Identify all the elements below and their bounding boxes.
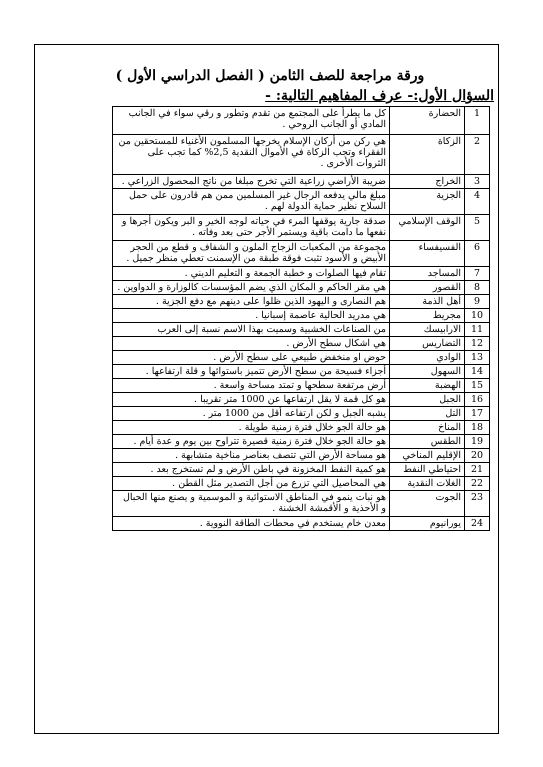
table-row xyxy=(113,365,490,379)
concept-definition: كل ما يطرأ على المجتمع من تقدم وتطور و رقي سواء في الجانب المادي أو الجانب الروحي . xyxy=(113,107,390,135)
row-number: 22 xyxy=(465,477,490,491)
row-number: 7 xyxy=(465,267,490,281)
table-row xyxy=(113,281,490,295)
concept-definition: هي ركن من أركان الإسلام يخرجها المسلمون الأغنياء للمستحقين من الفقراء وتجب الزكاة في الأموال النقدية 2,5% كما تجب على الثروات الأخرى . xyxy=(113,135,390,175)
question-heading: السؤال الأول:- عرف المفاهيم التالية: - xyxy=(265,88,494,104)
table-row xyxy=(113,189,490,215)
table-row xyxy=(113,267,490,281)
row-number: 10 xyxy=(465,309,490,323)
row-number: 16 xyxy=(465,393,490,407)
concept-term: مجريط xyxy=(390,309,465,323)
row-number: 15 xyxy=(465,379,490,393)
concept-definition: من الصناعات الخشبية وسميت بهذا الاسم نسبة إلى العرب xyxy=(113,323,390,337)
concept-definition: أرض مرتفعة سطحها و تمتد مساحة واسعة . xyxy=(113,379,390,393)
concept-term: الإقليم المناخي xyxy=(390,449,465,463)
table-row xyxy=(113,351,490,365)
concept-definition: يشبه الجبل و لكن ارتفاعه أقل من 1000 متر . xyxy=(113,407,390,421)
table-row xyxy=(113,107,490,135)
concept-term: السهول xyxy=(390,365,465,379)
concept-term: المناخ xyxy=(390,421,465,435)
table-row xyxy=(113,295,490,309)
concept-definition: هي المحاصيل التي تزرع من أجل التصدير مثل القطن . xyxy=(113,477,390,491)
concept-term: الجبل xyxy=(390,393,465,407)
row-number: 8 xyxy=(465,281,490,295)
table-row xyxy=(113,379,490,393)
concept-term: الخراج xyxy=(390,175,465,189)
concept-term: المساجد xyxy=(390,267,465,281)
row-number: 12 xyxy=(465,337,490,351)
concept-definition: مجموعة من المكعبات الزجاج الملون و الشفاف و قطع من الحجر الأبيض و الأسود تثبت فوقة طبقة من الإسمنت تعطي منظر جميل . xyxy=(113,241,390,267)
concept-term: التل xyxy=(390,407,465,421)
concept-term: يورانيوم xyxy=(390,517,465,531)
table-row xyxy=(113,175,490,189)
concept-definition: أجزاء فسيحة من سطح الأرض تتميز باستوائها و قلة ارتفاعها . xyxy=(113,365,390,379)
concept-definition: هو كل قمة لا يقل ارتفاعها عن 1000 متر تقريبا . xyxy=(113,393,390,407)
row-number: 18 xyxy=(465,421,490,435)
row-number: 14 xyxy=(465,365,490,379)
concept-term: التضاريس xyxy=(390,337,465,351)
concept-term: احتياطي النفط xyxy=(390,463,465,477)
concept-definition: هي مقر الحاكم و المكان الذي يضم المؤسسات كالوزارة و الدواوين . xyxy=(113,281,390,295)
concept-definition: معدن خام يستخدم في محطات الطاقة النووية . xyxy=(113,517,390,531)
row-number: 6 xyxy=(465,241,490,267)
concepts-table xyxy=(112,106,490,531)
concept-term: الهضبة xyxy=(390,379,465,393)
concept-term: الطقس xyxy=(390,435,465,449)
table-row xyxy=(113,393,490,407)
row-number: 23 xyxy=(465,491,490,517)
row-number: 19 xyxy=(465,435,490,449)
row-number: 3 xyxy=(465,175,490,189)
table-row xyxy=(113,407,490,421)
table-row xyxy=(113,449,490,463)
concept-term: الوادي xyxy=(390,351,465,365)
concept-definition: هي مدريد الحالية عاصمة إسبانيا . xyxy=(113,309,390,323)
table-row xyxy=(113,421,490,435)
concept-definition: هو حالة الجو خلال فترة زمنية طويلة . xyxy=(113,421,390,435)
table-row xyxy=(113,491,490,517)
concept-definition: هو نبات ينمو في المناطق الاستوائية و الموسمية و يصنع منها الحبال و الأحذية و الأقمشة الخشنة . xyxy=(113,491,390,517)
row-number: 13 xyxy=(465,351,490,365)
concept-term: الحضارة xyxy=(390,107,465,135)
table-row xyxy=(113,241,490,267)
concept-definition: مبلغ مالي يدفعه الرجال غير المسلمين ممن هم قادرون على حمل السلاح نظير حماية الدولة لهم . xyxy=(113,189,390,215)
table-row xyxy=(113,309,490,323)
concept-term: الوقف الإسلامي xyxy=(390,215,465,241)
row-number: 9 xyxy=(465,295,490,309)
concept-term: أهل الذمة xyxy=(390,295,465,309)
worksheet-title: ورقة مراجعة للصف الثامن ( الفصل الدراسي الأول ) xyxy=(115,68,425,84)
row-number: 2 xyxy=(465,135,490,175)
concept-definition: صدقة جارية يوقفها المرء في حياته لوجه الخير و البر ويكون أجرها و نفعها ما دامت باقية ويستمر الأجر حتى بعد وفاته . xyxy=(113,215,390,241)
concept-term: الجوت xyxy=(390,491,465,517)
concept-definition: هو مساحة الأرض التي تتصف بعناصر مناخية متشابهة . xyxy=(113,449,390,463)
concept-definition: هم النصارى و اليهود الذين ظلوا على دينهم مع دفع الجزية . xyxy=(113,295,390,309)
concept-term: الارابيسك xyxy=(390,323,465,337)
table-row xyxy=(113,463,490,477)
table-row xyxy=(113,477,490,491)
table-row xyxy=(113,435,490,449)
row-number: 21 xyxy=(465,463,490,477)
concept-definition: حوض او منخفض طبيعي على سطح الأرض . xyxy=(113,351,390,365)
table-row xyxy=(113,337,490,351)
concept-term: الزكاة xyxy=(390,135,465,175)
concept-definition: هو حالة الجو خلال فترة زمنية قصيرة تتراوح بين يوم و عدة أيام . xyxy=(113,435,390,449)
row-number: 20 xyxy=(465,449,490,463)
concept-definition: هي اشكال سطح الأرض . xyxy=(113,337,390,351)
concept-term: الفسيفساء xyxy=(390,241,465,267)
row-number: 17 xyxy=(465,407,490,421)
table-row xyxy=(113,215,490,241)
concept-term: الجزية xyxy=(390,189,465,215)
concept-definition: تقام فيها الصلوات و خطبة الجمعة و التعليم الديني . xyxy=(113,267,390,281)
row-number: 5 xyxy=(465,215,490,241)
table-row xyxy=(113,135,490,175)
table-row xyxy=(113,323,490,337)
concept-definition: هو كمية النفط المخزونة في باطن الأرض و لم تستخرج بعد . xyxy=(113,463,390,477)
row-number: 11 xyxy=(465,323,490,337)
concept-term: القصور xyxy=(390,281,465,295)
row-number: 1 xyxy=(465,107,490,135)
row-number: 24 xyxy=(465,517,490,531)
table-row xyxy=(113,517,490,531)
row-number: 4 xyxy=(465,189,490,215)
concept-term: الغلات النقدية xyxy=(390,477,465,491)
concept-definition: ضريبة الأراضي زراعية التي تخرج مبلغا من ناتج المحصول الزراعي . xyxy=(113,175,390,189)
